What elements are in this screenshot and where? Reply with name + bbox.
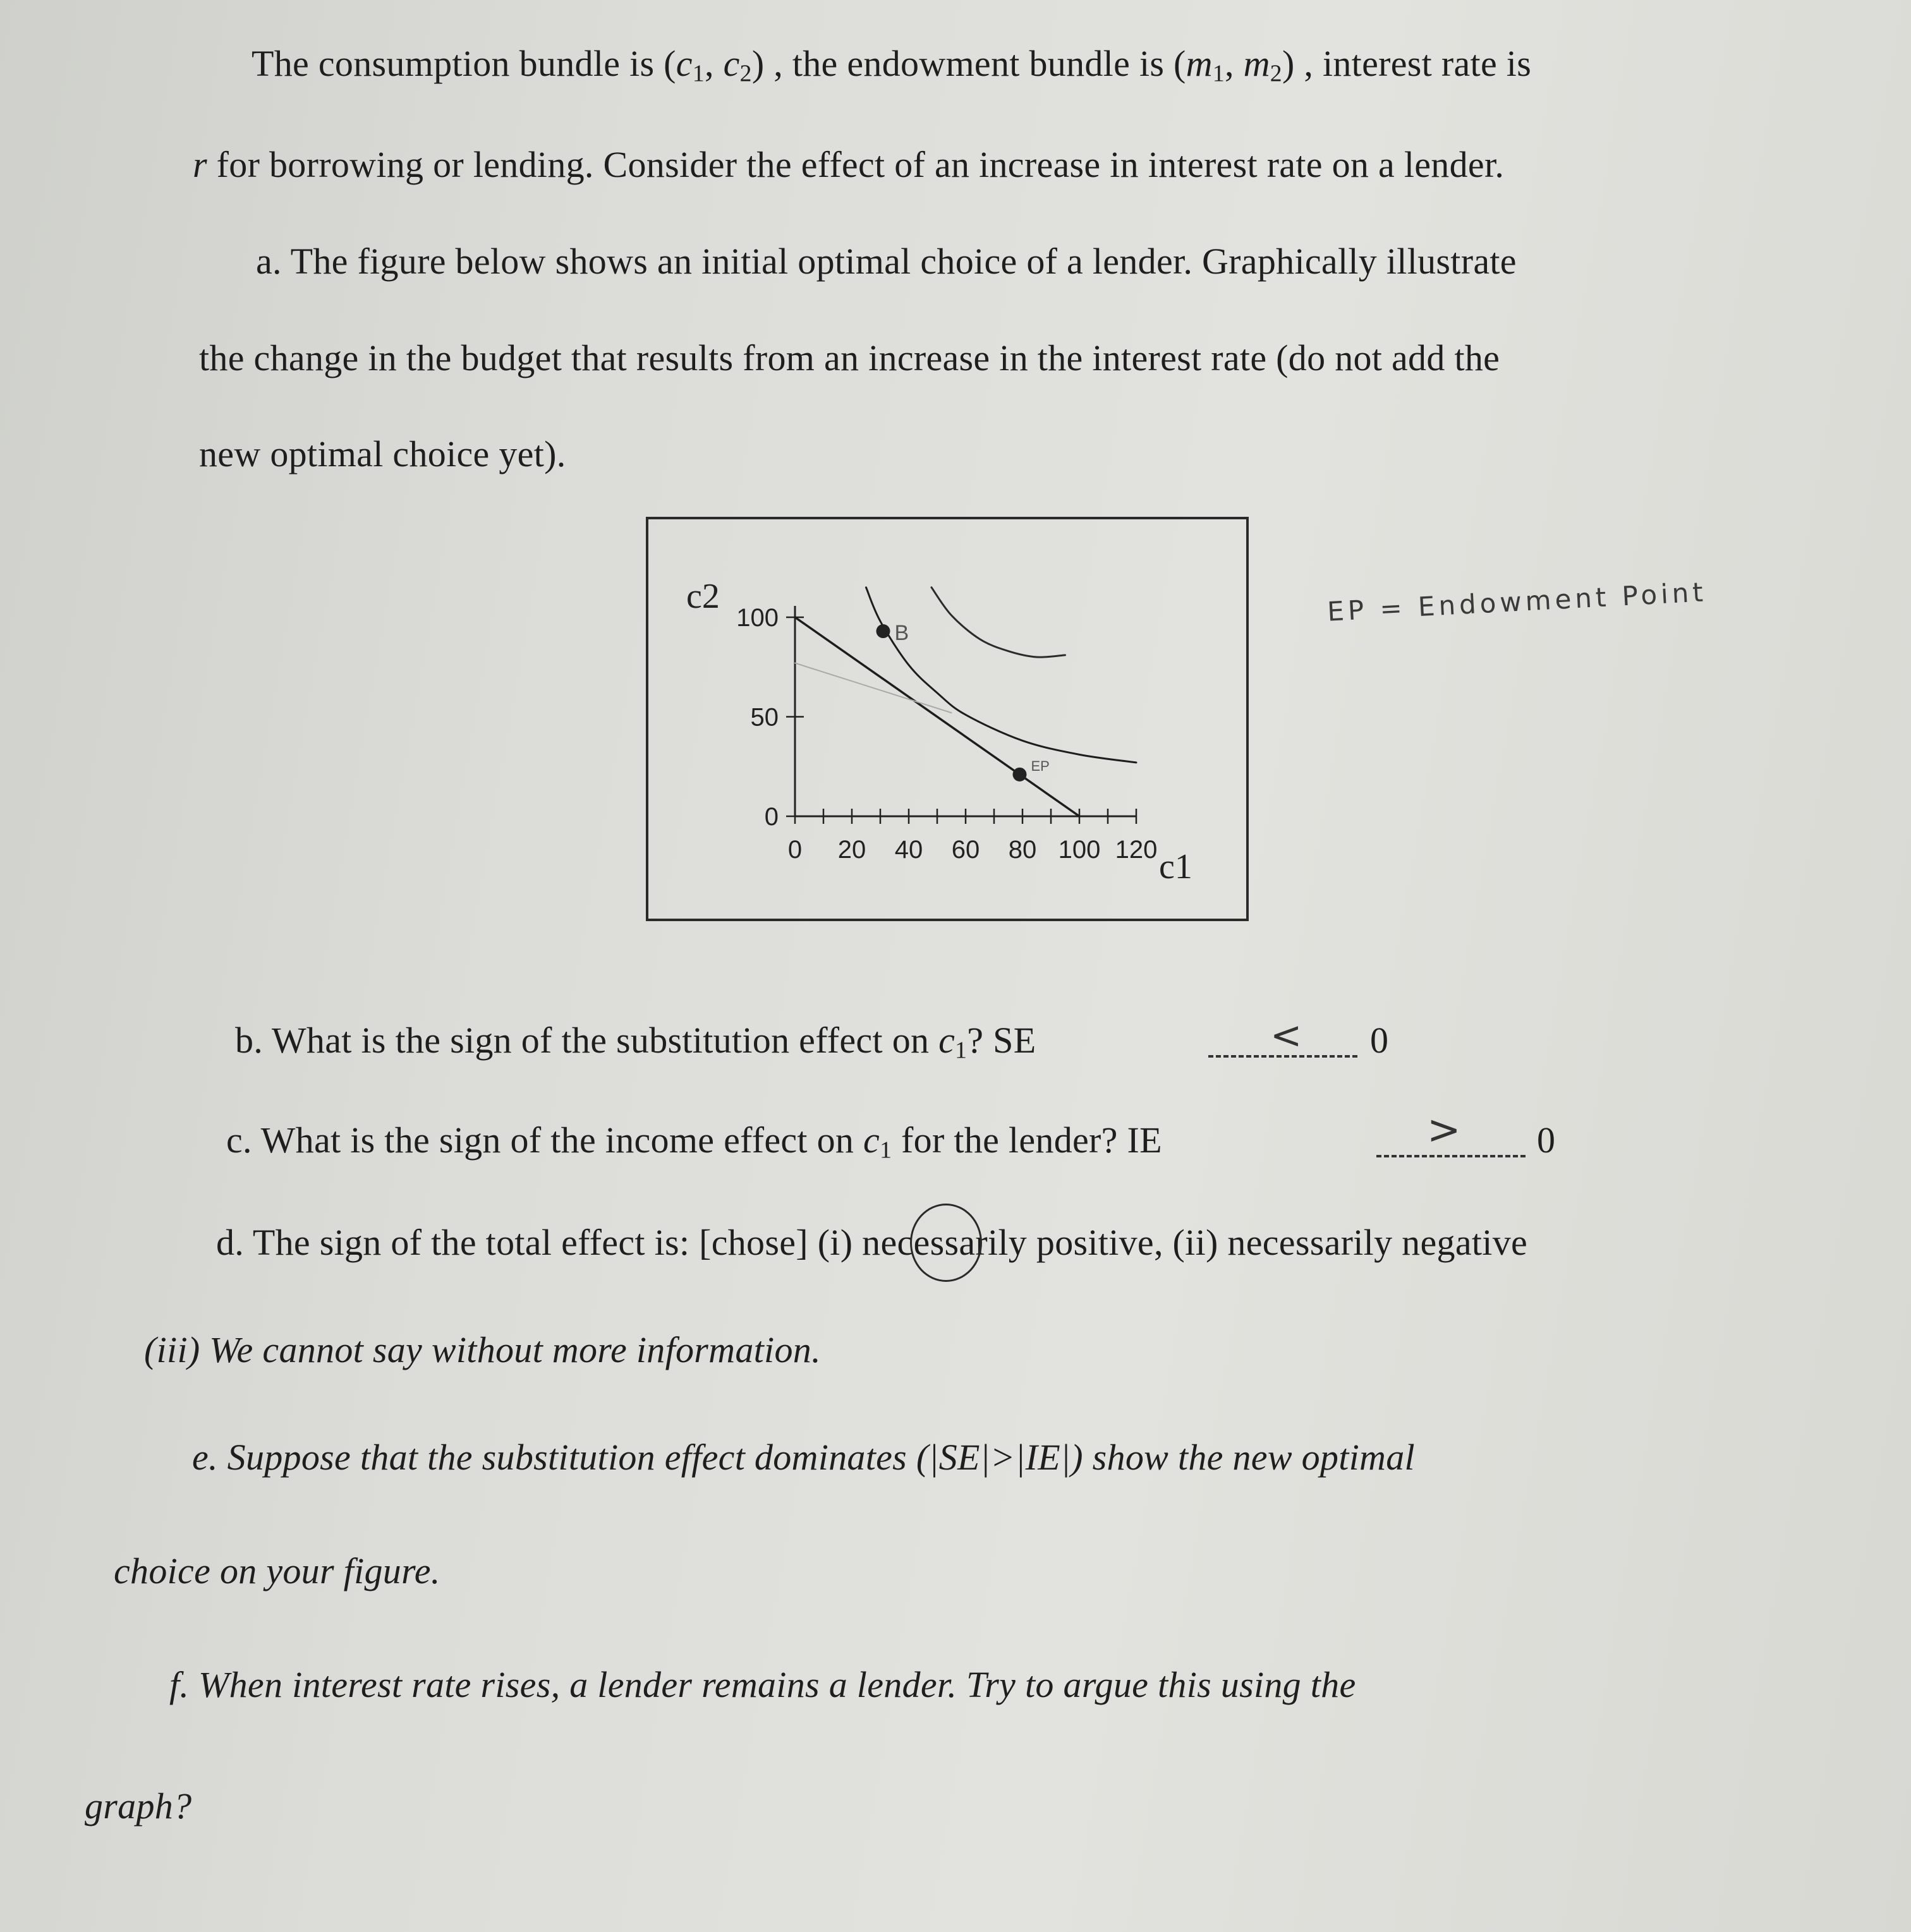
point-ep [1013, 768, 1027, 782]
x-tick-label: 0 [787, 836, 803, 864]
x-tick-label: 80 [1008, 836, 1037, 864]
c1-symbol: c [863, 1120, 880, 1161]
part-f-line-1: f. When interest rate rises, a lender remains a lender. Try to argue this using the [169, 1664, 1356, 1705]
option-i-circle-mark [910, 1204, 982, 1282]
chart-ticks [736, 604, 1157, 864]
c2-symbol: c [723, 43, 740, 84]
option-i-circled[interactable]: (i) [817, 1222, 853, 1263]
point-label-b: B [894, 621, 909, 646]
x-tick-label: 40 [894, 836, 923, 864]
part-d-line-2: (iii) We cannot say without more information. [144, 1329, 821, 1370]
c1-subscript: 1 [880, 1137, 892, 1164]
comma: , [705, 43, 724, 84]
part-b-line [235, 1022, 1036, 1063]
part-c-zero: 0 [1537, 1120, 1556, 1161]
endowment-point-note: EP = Endowment Point [1326, 576, 1708, 627]
part-e-line-2: choice on your figure. [114, 1550, 440, 1591]
c2-subscript: 2 [739, 60, 752, 87]
y-tick-label: 0 [764, 803, 779, 831]
intro-text-b: ) , the endowment bundle is ( [751, 43, 1186, 84]
chart-points [877, 621, 1050, 782]
intro-text-line2: for borrowing or lending. Consider the effect of an increase in interest rate on a lender. [207, 144, 1505, 185]
part-b-answer: < [1270, 1013, 1302, 1058]
budget-line [795, 617, 1079, 816]
m2-symbol: m [1243, 43, 1270, 84]
indifference-curve-tangent [866, 588, 1137, 763]
intro-line-1 [252, 45, 1531, 86]
part-a-line-2: the change in the budget that results from an increase in the interest rate (do not add the [199, 337, 1500, 378]
y-axis-label: c2 [686, 577, 720, 616]
part-d-text-b: necessarily positive, (ii) necessarily negative [852, 1222, 1528, 1263]
point-label-ep: EP [1031, 758, 1050, 774]
m2-subscript: 2 [1270, 60, 1282, 87]
y-tick-label: 50 [750, 703, 779, 732]
m1-symbol: m [1186, 43, 1213, 84]
c1-symbol: c [676, 43, 693, 84]
x-tick-label: 60 [951, 836, 980, 864]
y-tick-label: 100 [736, 604, 779, 632]
part-d-text-a: d. The sign of the total effect is: [chose] [216, 1222, 818, 1263]
chart-series [795, 588, 1136, 816]
m1-subscript: 1 [1212, 60, 1225, 87]
part-c-question-a: c. What is the sign of the income effect on [226, 1120, 864, 1161]
faint-pencil-line [795, 663, 952, 713]
part-d-line-1 [216, 1224, 1527, 1261]
part-c-answer: > [1427, 1107, 1461, 1154]
c1-symbol: c [938, 1020, 956, 1061]
indifference-curve-higher [931, 588, 1065, 657]
point-b [877, 624, 890, 638]
part-c-line [226, 1122, 1162, 1162]
c1-subscript: 1 [955, 1037, 968, 1064]
part-e-line-1: e. Suppose that the substitution effect dominates (|SE|>|IE|) show the new optimal [192, 1437, 1415, 1478]
figure-box [646, 517, 1249, 921]
x-tick-label: 20 [837, 836, 866, 864]
x-tick-label: 120 [1115, 836, 1158, 864]
x-axis-label: c1 [1159, 847, 1192, 886]
part-b-question-a: b. What is the sign of the substitution effect on [235, 1020, 939, 1061]
r-symbol: r [193, 144, 207, 185]
part-a-line-1: a. The figure below shows an initial optimal choice of a lender. Graphically illustrate [256, 241, 1517, 282]
x-tick-label: 100 [1058, 836, 1101, 864]
part-b-zero: 0 [1370, 1020, 1389, 1061]
part-b-question-b: ? SE [967, 1020, 1036, 1061]
intro-line-2 [193, 144, 1505, 185]
c1-subscript: 1 [692, 60, 705, 87]
intro-text-a: The consumption bundle is ( [252, 43, 676, 84]
comma: , [1225, 43, 1244, 84]
chart-axes [795, 606, 1136, 816]
budget-chart [648, 519, 1246, 919]
intro-text-c: ) , interest rate is [1282, 43, 1532, 84]
part-f-line-2: graph? [85, 1785, 192, 1826]
part-c-question-b: for the lender? IE [892, 1120, 1162, 1161]
part-a-line-3: new optimal choice yet). [199, 433, 566, 474]
